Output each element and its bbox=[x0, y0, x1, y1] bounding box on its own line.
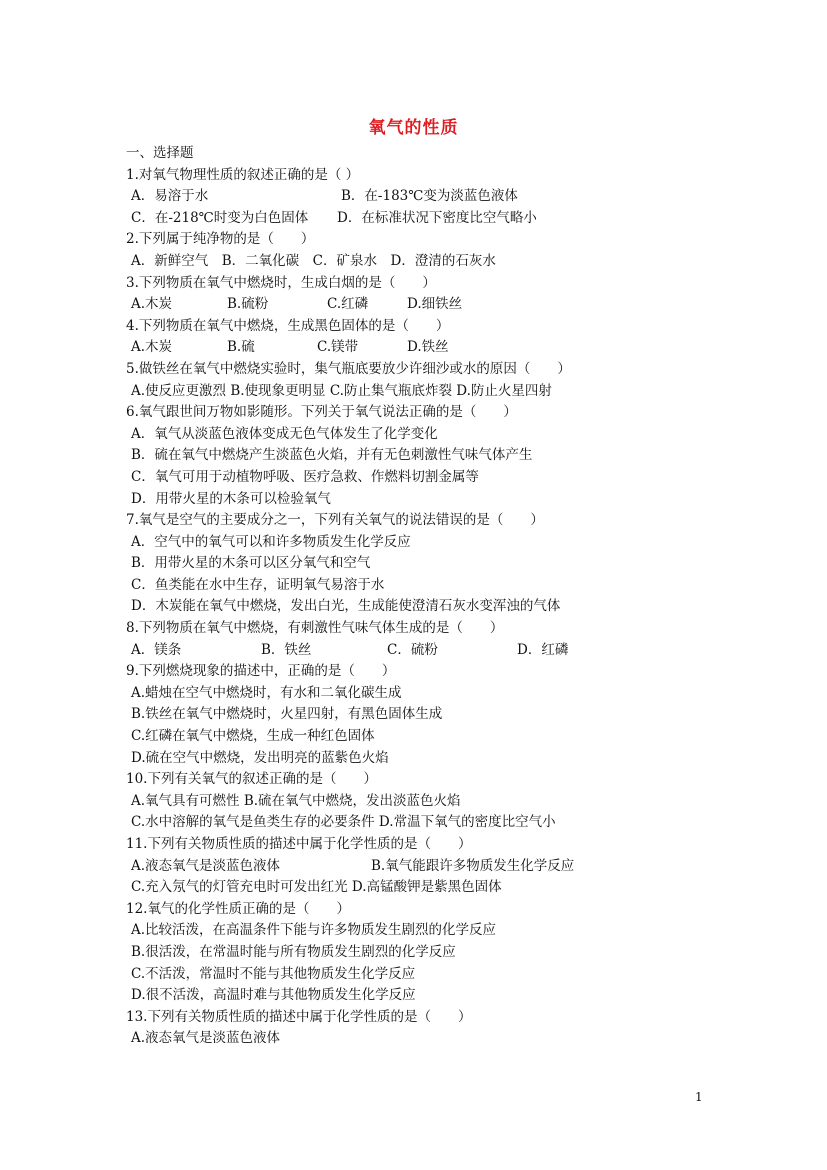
option-d: D.铁丝 bbox=[407, 339, 449, 356]
question-9-stem: 9.下列燃烧现象的描述中，正确的是（ ） bbox=[126, 663, 396, 680]
question-3-options bbox=[126, 294, 766, 316]
option-a: A.液态氧气是淡蓝色液体 bbox=[131, 857, 281, 874]
page-title: 氧气的性质 bbox=[368, 118, 459, 138]
option-a: A．氧气从淡蓝色液体变成无色气体发生了化学变化 bbox=[131, 425, 438, 442]
option-a: A.木炭 bbox=[131, 339, 173, 356]
question-5-stem: 5.做铁丝在氧气中燃烧实验时，集气瓶底要放少许细沙或水的原因（ ） bbox=[126, 360, 571, 377]
question-1-options-ab bbox=[126, 186, 766, 208]
option-a: A.比较活泼，在高温条件下能与许多物质发生剧烈的化学反应 bbox=[131, 922, 497, 939]
option-a: A.木炭 bbox=[131, 296, 173, 313]
option-c: C．在-218℃时变为白色固体 bbox=[131, 209, 309, 226]
question-12-stem: 12.氧气的化学性质正确的是（ ） bbox=[126, 900, 350, 917]
question-6-stem: 6.氧气跟世间万物如影随形。下列关于氧气说法正确的是（ ） bbox=[126, 404, 517, 421]
question-10-stem: 10.下列有关氧气的叙述正确的是（ ） bbox=[126, 771, 377, 788]
option-a: A．镁条 bbox=[131, 641, 182, 658]
question-10-options-ab: A.氧气具有可燃性 B.硫在氧气中燃烧，发出淡蓝色火焰 bbox=[131, 792, 461, 809]
question-11-options-ab bbox=[126, 856, 766, 878]
option-c: C.红磷 bbox=[327, 296, 369, 313]
question-3-stem: 3.下列物质在氧气中燃烧时，生成白烟的是（ ） bbox=[126, 274, 436, 291]
question-11-options-cd: C.充入氖气的灯管充电时可发出红光 D.高锰酸钾是紫黑色固体 bbox=[131, 879, 502, 896]
question-4-stem: 4.下列物质在氧气中燃烧，生成黑色固体的是（ ） bbox=[126, 317, 450, 334]
question-7-stem: 7.氧气是空气的主要成分之一，下列有关氧气的说法错误的是（ ） bbox=[126, 512, 544, 529]
question-5-options: A.使反应更激烈 B.使现象更明显 C.防止集气瓶底炸裂 D.防止火星四射 bbox=[131, 382, 552, 399]
option-b: B．铁丝 bbox=[261, 641, 312, 658]
option-a: A.液态氧气是淡蓝色液体 bbox=[131, 1030, 281, 1047]
option-d: D.细铁丝 bbox=[407, 296, 463, 313]
question-8-options bbox=[126, 640, 766, 662]
question-list bbox=[126, 143, 766, 1050]
option-a: A．易溶于水 bbox=[131, 188, 209, 205]
option-c: C．硫粉 bbox=[387, 641, 438, 658]
option-c: C.镁带 bbox=[317, 339, 359, 356]
option-a: A．空气中的氧气可以和许多物质发生化学反应 bbox=[131, 533, 411, 550]
option-b: B.铁丝在氧气中燃烧时，火星四射，有黑色固体生成 bbox=[131, 706, 443, 723]
option-b: B.硫 bbox=[227, 339, 255, 356]
question-11-stem: 11.下列有关物质性质的描述中属于化学性质的是（ ） bbox=[126, 836, 472, 852]
question-10-options-cd: C.水中溶解的氧气是鱼类生存的必要条件 D.常温下氧气的密度比空气小 bbox=[131, 814, 556, 831]
question-1-stem: 1.对氧气物理性质的叙述正确的是（ ） bbox=[126, 166, 360, 183]
option-d: D．木炭能在氧气中燃烧，发出白光，生成能使澄清石灰水变浑浊的气体 bbox=[131, 598, 561, 615]
option-d: D．用带火星的木条可以检验氧气 bbox=[131, 490, 331, 507]
option-c: C．鱼类能在水中生存，证明氧气易溶于水 bbox=[131, 576, 385, 593]
option-b: B．硫在氧气中燃烧产生淡蓝色火焰，并有无色刺激性气味气体产生 bbox=[131, 447, 533, 464]
option-b: B．在-183℃变为淡蓝色液体 bbox=[341, 188, 518, 205]
question-2-options: A．新鲜空气 B．二氧化碳 C．矿泉水 D．澄清的石灰水 bbox=[131, 252, 496, 269]
option-b: B.氧气能跟许多物质发生化学反应 bbox=[371, 857, 575, 874]
question-8-stem: 8.下列物质在氧气中燃烧，有刺激性气味气体生成的是（ ） bbox=[126, 620, 504, 637]
question-13-stem: 13.下列有关物质性质的描述中属于化学性质的是（ ） bbox=[126, 1008, 472, 1025]
option-c: C．氧气可用于动植物呼吸、医疗急救、作燃料切割金属等 bbox=[131, 468, 479, 485]
option-d: D．在标准状况下密度比空气略小 bbox=[337, 209, 537, 226]
option-a: A.蜡烛在空气中燃烧时，有水和二氧化碳生成 bbox=[131, 684, 402, 701]
section-heading: 一、选择题 bbox=[126, 145, 194, 161]
question-1-options-cd bbox=[126, 208, 766, 230]
page-number: 1 bbox=[695, 1090, 703, 1104]
option-b: B.很活泼，在常温时能与所有物质发生剧烈的化学反应 bbox=[131, 943, 456, 960]
option-b: B．用带火星的木条可以区分氧气和空气 bbox=[131, 555, 371, 572]
option-b: B.硫粉 bbox=[227, 296, 269, 313]
option-c: C.红磷在氧气中燃烧，生成一种红色固体 bbox=[131, 728, 375, 745]
option-d: D.很不活泼，高温时难与其他物质发生化学反应 bbox=[131, 987, 416, 1004]
option-d: D．红磷 bbox=[517, 641, 569, 658]
question-4-options bbox=[126, 337, 766, 359]
option-d: D.硫在空气中燃烧，发出明亮的蓝紫色火焰 bbox=[131, 749, 389, 766]
option-c: C.不活泼，常温时不能与其他物质发生化学反应 bbox=[131, 965, 416, 982]
question-2-stem: 2.下列属于纯净物的是（ ） bbox=[126, 231, 315, 248]
